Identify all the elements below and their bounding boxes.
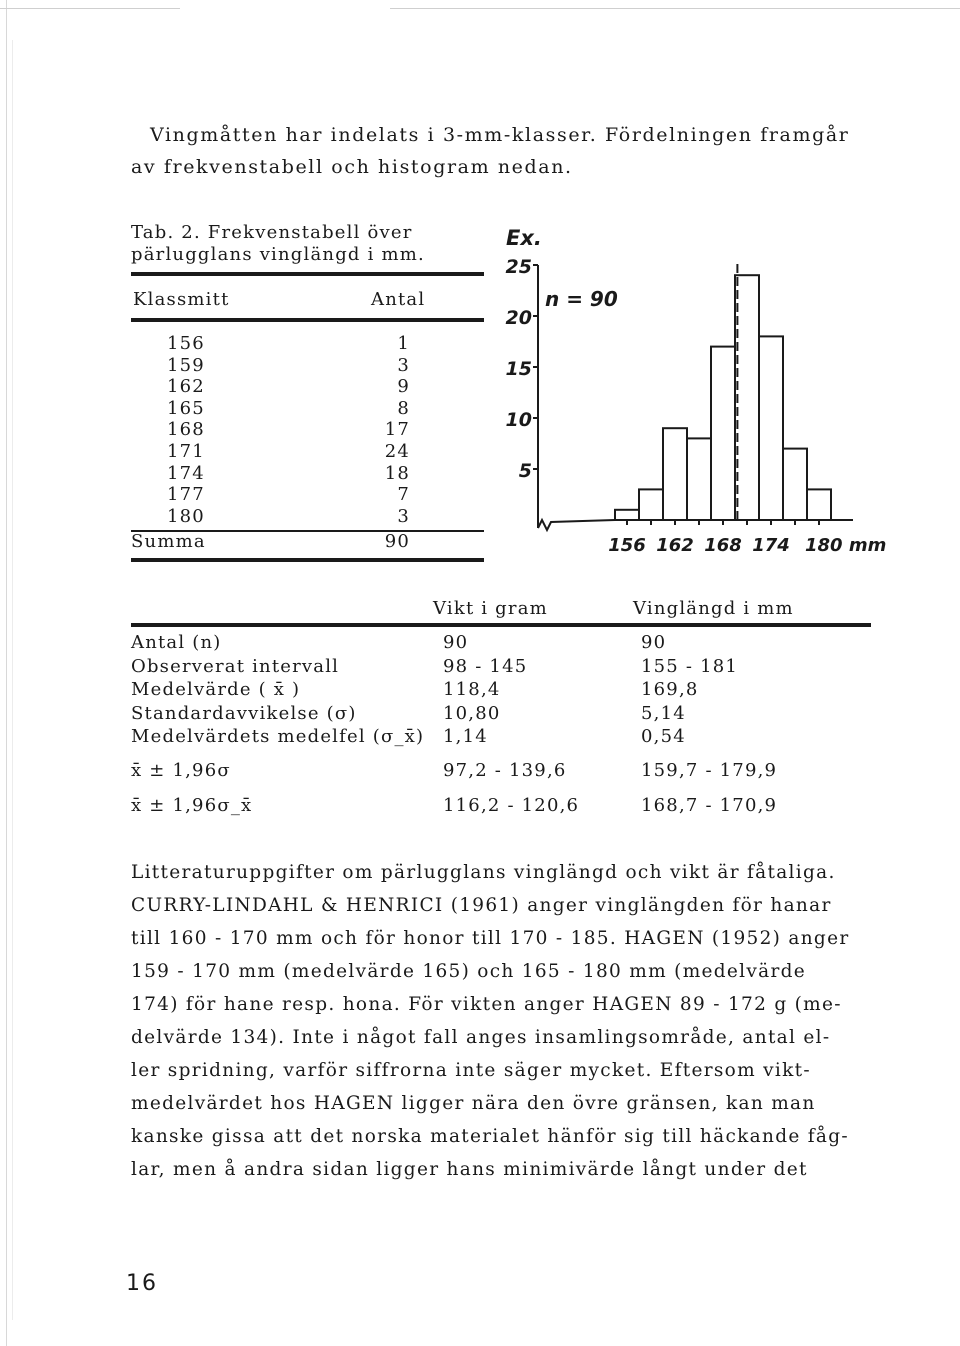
stats-weight-value: 90 <box>443 632 469 653</box>
histogram-bar <box>615 510 639 520</box>
table-header-rule <box>131 318 484 322</box>
body-line: 174) för hane resp. hona. För vikten anger HAGEN 89 - 172 g (me- <box>131 994 842 1015</box>
x-tick-label: 174 <box>752 535 790 556</box>
table-row: 174 <box>167 462 205 484</box>
stats-wing-value: 5,14 <box>641 702 686 724</box>
table-caption-1: Tab. 2. Frekvenstabell över <box>131 222 413 243</box>
ci-weight-sd: 97,2 - 139,6 <box>443 760 567 781</box>
chart-annotation: n = 90 <box>545 287 618 311</box>
table-cell: 7 <box>397 484 410 506</box>
body-line: till 160 - 170 mm och för honor till 170 - 185. HAGEN (1952) anger <box>131 928 850 949</box>
x-tick-label: 168 <box>704 535 742 556</box>
table-cell: 18 <box>384 462 410 484</box>
y-tick-label: 5 <box>518 460 532 482</box>
body-line: CURRY-LINDAHL & HENRICI (1961) anger vinglängden för hanar <box>131 895 832 916</box>
stats-weight-value: 10,80 <box>443 702 501 724</box>
y-tick-label: 10 <box>505 409 532 431</box>
histogram-bar <box>759 336 783 520</box>
table-cell: 1 <box>397 333 410 354</box>
stats-row-label: Standardavvikelse (σ) <box>131 702 357 724</box>
klassmitt-column <box>167 333 205 527</box>
stats-header-wing: Vinglängd i mm <box>633 598 794 619</box>
table-row: 168 <box>167 419 205 441</box>
stats-wing-column <box>641 631 738 749</box>
body-line: medelvärdet hos HAGEN ligger nära den övre gränsen, kan man <box>131 1093 816 1114</box>
ci-label-se: x̄ ± 1,96σ_x̄ <box>131 795 253 816</box>
x-tick-label: 180 mm <box>805 535 887 556</box>
scan-top-rule <box>0 8 180 9</box>
sum-label: Summa <box>131 531 206 552</box>
stats-weight-value: 118,4 <box>443 679 501 700</box>
stats-header-weight: Vikt i gram <box>433 598 548 619</box>
y-tick-label: 20 <box>505 307 532 329</box>
histogram-bar <box>687 438 711 520</box>
table-row: 165 <box>167 397 205 419</box>
histogram-bar <box>807 489 831 520</box>
stats-wing-value: 90 <box>641 632 667 653</box>
stats-row-label: Antal (n) <box>131 632 222 653</box>
stats-labels <box>131 631 424 749</box>
table-cell: 9 <box>397 376 410 398</box>
stats-wing-value: 169,8 <box>641 679 699 700</box>
histogram-bar <box>639 489 663 520</box>
table-cell: 3 <box>397 354 410 376</box>
intro-line-2: av frekvenstabell och histogram nedan. <box>131 156 573 178</box>
body-line: 159 - 170 mm (medelvärde 165) och 165 - 180 mm (medelvärde <box>131 961 807 982</box>
stats-row-label: Observerat intervall <box>131 655 340 677</box>
ci-wing-se: 168,7 - 170,9 <box>641 795 778 816</box>
table-caption-2: pärlugglans vinglängd i mm. <box>131 244 425 265</box>
table-cell: 8 <box>397 397 410 419</box>
stats-weight-value: 1,14 <box>443 726 488 747</box>
table-cell: 3 <box>397 505 410 527</box>
body-line: delvärde 134). Inte i något fall anges insamlingsområde, antal el- <box>131 1027 831 1048</box>
axis-break <box>538 520 615 530</box>
y-tick-label: 25 <box>505 256 532 278</box>
antal-column <box>360 333 410 527</box>
stats-rule <box>131 623 871 627</box>
table-row: 171 <box>167 440 205 462</box>
y-tick-label: 15 <box>505 358 532 380</box>
table-row: 162 <box>167 376 205 398</box>
stats-weight-value: 98 - 145 <box>443 655 528 677</box>
ci-weight-se: 116,2 - 120,6 <box>443 795 580 816</box>
sum-value: 90 <box>384 531 410 552</box>
body-line: lar, men å andra sidan ligger hans minimivärde långt under det <box>131 1159 808 1180</box>
body-line: ler spridning, varför siffrorna inte säger mycket. Eftersom vikt- <box>131 1060 811 1081</box>
table-row: 180 <box>167 505 205 527</box>
column-header-antal: Antal <box>371 289 426 310</box>
body-line: Litteraturuppgifter om pärlugglans vinglängd och vikt är fåtaliga. <box>131 862 836 883</box>
table-row: 159 <box>167 354 205 376</box>
x-tick-label: 162 <box>656 535 694 556</box>
table-top-rule <box>131 272 484 276</box>
ci-wing-sd: 159,7 - 179,9 <box>641 760 778 781</box>
x-tick-label: 156 <box>608 535 646 556</box>
histogram <box>490 215 890 575</box>
table-bottom-rule <box>131 558 484 562</box>
table-cell: 17 <box>384 419 410 441</box>
histogram-bar <box>663 428 687 520</box>
intro-line-1: Vingmåtten har indelats i 3-mm-klasser. Fördelningen framgår <box>150 124 850 146</box>
stats-row-label: Medelvärde ( x̄ ) <box>131 679 301 700</box>
body-line: kanske gissa att det norska materialet hänför sig till häckande fåg- <box>131 1126 849 1147</box>
ci-label-sd: x̄ ± 1,96σ <box>131 760 231 781</box>
table-row: 156 <box>167 333 205 354</box>
page-number: 16 <box>126 1271 158 1296</box>
stats-row-label: Medelvärdets medelfel (σ_x̄) <box>131 726 425 747</box>
stats-wing-value: 155 - 181 <box>641 655 739 677</box>
stats-weight-column <box>443 631 527 749</box>
column-header-klassmitt: Klassmitt <box>133 289 230 310</box>
histogram-bar <box>735 275 759 520</box>
histogram-bar <box>711 347 735 520</box>
scan-edge <box>6 0 7 1346</box>
chart-title: Ex. <box>506 226 542 250</box>
stats-wing-value: 0,54 <box>641 726 686 747</box>
scan-edge <box>12 40 13 1320</box>
table-cell: 24 <box>384 440 410 462</box>
scan-top-rule <box>390 8 960 9</box>
table-row: 177 <box>167 484 205 506</box>
histogram-bar <box>783 449 807 520</box>
